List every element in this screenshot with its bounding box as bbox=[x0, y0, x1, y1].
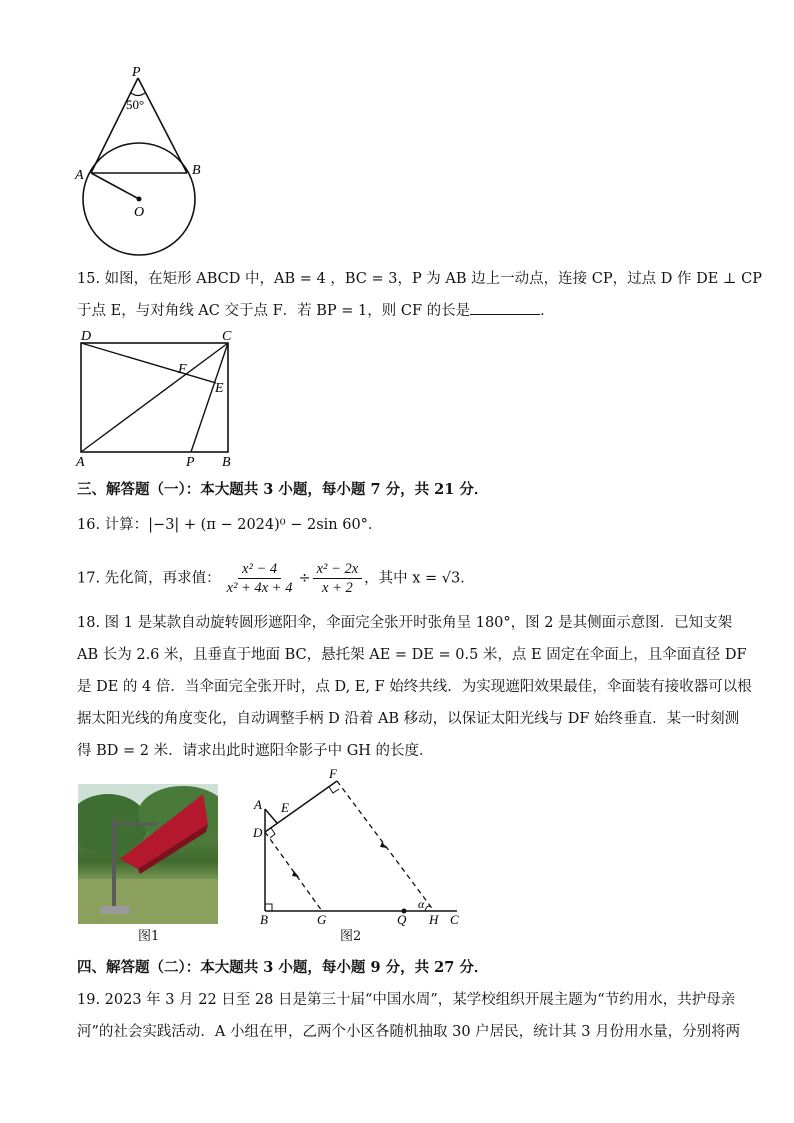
diagonal-ac bbox=[81, 343, 228, 452]
center-point-o bbox=[137, 197, 142, 202]
section3-title: 三、解答题（一）：本大题共 3 小题，每小题 7 分，共 21 分． bbox=[77, 481, 489, 498]
fig1-umbrella-photo bbox=[78, 784, 218, 924]
q15-text-line1: 15. 如图，在矩形 ABCD 中，AB = 4 ，BC = 3，P 为 AB 边上一动点，连接 CP，过点 D 作 DE ⊥ CP bbox=[77, 271, 762, 287]
label-p: P bbox=[132, 65, 141, 80]
label-c: C bbox=[450, 912, 459, 927]
radius-oa bbox=[91, 173, 139, 199]
q16-text: 16. 计算：|−3| + (π − 2024)⁰ − 2sin 60°． bbox=[77, 517, 383, 533]
right-angle-d bbox=[270, 828, 275, 838]
sun-ray-fh bbox=[337, 781, 434, 911]
q15-text-line2 bbox=[77, 295, 555, 327]
angle-arc bbox=[131, 93, 145, 96]
q15-text-line2-a: 于点 E，与对角线 AC 交于点 F．若 BP = 1，则 CF 的长是 bbox=[77, 303, 471, 319]
fig15-rectangle-diagram bbox=[72, 326, 242, 471]
section4-title: 四、解答题（二）：本大题共 3 小题，每小题 9 分，共 27 分． bbox=[77, 959, 489, 976]
q17-suffix: ，其中 x = √3． bbox=[364, 570, 475, 587]
q18-line5: 得 BD = 2 米．请求出此时遮阳伞影子中 GH 的长度． bbox=[77, 743, 434, 759]
fig1-caption: 图1 bbox=[138, 929, 160, 944]
q15-text-line2-b: ． bbox=[540, 303, 555, 319]
canopy-df bbox=[265, 781, 337, 832]
q17-divide-sign: ÷ bbox=[298, 570, 311, 587]
fig2-umbrella-schematic bbox=[245, 765, 470, 930]
label-b: B bbox=[192, 163, 201, 178]
label-angle: 50° bbox=[126, 97, 145, 112]
right-angle-b bbox=[265, 904, 272, 911]
q17-fraction-2 bbox=[313, 560, 363, 597]
segment-de bbox=[81, 343, 216, 383]
label-e: E bbox=[215, 381, 224, 396]
label-a: A bbox=[254, 797, 262, 812]
label-c: C bbox=[222, 329, 232, 344]
q17-prefix: 17. 先化简，再求值： bbox=[77, 570, 221, 587]
q17-frac1-numerator: x² − 4 bbox=[238, 560, 281, 579]
q17-text bbox=[77, 560, 475, 597]
label-d: D bbox=[253, 825, 263, 840]
q18-line3: 是 DE 的 4 倍．当伞面完全张开时，点 D, E, F 始终共线．为实现遮阳效果最佳，伞面装有接收器可以根 bbox=[77, 679, 752, 695]
answer-blank bbox=[470, 300, 540, 315]
q17-fraction-1 bbox=[223, 560, 297, 597]
label-q: Q bbox=[397, 912, 407, 927]
label-o: O bbox=[134, 205, 145, 220]
tangent-pa bbox=[91, 78, 138, 173]
q19-line1: 19. 2023 年 3 月 22 日至 28 日是第三十届“中国水周”，某学校组织开展主题为“节约用水，共护母亲 bbox=[77, 992, 736, 1008]
fig2-caption: 图2 bbox=[340, 929, 362, 944]
tangent-pb bbox=[138, 78, 187, 173]
q17-frac2-denominator: x + 2 bbox=[322, 580, 353, 596]
label-f: F bbox=[329, 766, 337, 781]
label-d: D bbox=[81, 329, 92, 344]
arrow-fh bbox=[380, 842, 387, 848]
label-e: E bbox=[281, 800, 289, 815]
label-a: A bbox=[75, 168, 84, 183]
q18-line1: 18. 图 1 是某款自动旋转圆形遮阳伞，伞面完全张开时张角呈 180°，图 2 是其侧面示意图．已知支架 bbox=[77, 615, 733, 631]
label-p: P bbox=[186, 455, 195, 470]
q17-frac2-numerator: x² − 2x bbox=[313, 560, 363, 579]
sun-ray-dg bbox=[265, 832, 322, 911]
label-h: H bbox=[429, 912, 439, 927]
right-angle-f bbox=[329, 787, 339, 793]
q17-frac1-denominator: x² + 4x + 4 bbox=[226, 580, 293, 596]
label-b: B bbox=[222, 455, 231, 470]
label-a: A bbox=[76, 455, 85, 470]
label-f: F bbox=[178, 362, 187, 377]
label-b: B bbox=[260, 912, 268, 927]
label-alpha: α bbox=[418, 897, 425, 911]
bracket-ae bbox=[265, 809, 277, 823]
q18-line4: 据太阳光线的角度变化，自动调整手柄 D 沿着 AB 移动，以保证太阳光线与 DF 始终垂直．某一时刻测 bbox=[77, 711, 740, 727]
segment-cp bbox=[191, 343, 228, 452]
q18-line2: AB 长为 2.6 米，且垂直于地面 BC，悬托架 AE = DE = 0.5 米，点 E 固定在伞面上，且伞面直径 DF bbox=[77, 647, 747, 663]
fig14-circle-tangent-diagram bbox=[70, 62, 210, 262]
umbrella-illustration bbox=[78, 784, 218, 924]
label-g: G bbox=[317, 912, 327, 927]
q19-line2: 河”的社会实践活动．A 小组在甲，乙两个小区各随机抽取 30 户居民，统计其 3 月份用水量，分别将两 bbox=[77, 1024, 741, 1040]
